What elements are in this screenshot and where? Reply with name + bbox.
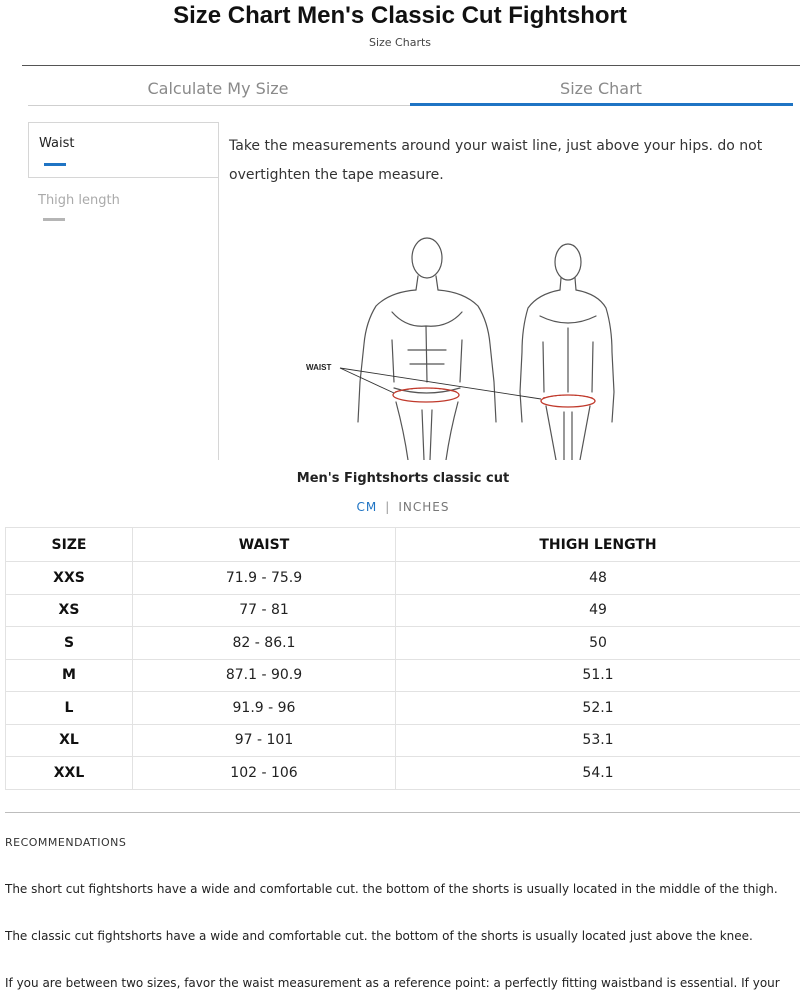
column-header-size: SIZE xyxy=(6,528,133,562)
size-cell: XXL xyxy=(6,757,133,790)
section-divider xyxy=(5,812,800,813)
breadcrumb[interactable]: Size Charts xyxy=(368,36,432,49)
waist-cell: 102 - 106 xyxy=(133,757,396,790)
thigh-cell: 51.1 xyxy=(396,659,800,692)
thigh-cell: 48 xyxy=(396,562,800,595)
thigh-cell: 50 xyxy=(396,627,800,660)
waist-label: WAIST xyxy=(306,363,332,372)
thigh-cell: 52.1 xyxy=(396,692,800,725)
table-row xyxy=(6,724,800,757)
table-row xyxy=(6,659,800,692)
waist-cell: 91.9 - 96 xyxy=(133,692,396,725)
thigh-cell: 53.1 xyxy=(396,724,800,757)
column-header-thigh-length: THIGH LENGTH xyxy=(396,528,800,562)
page-title: Size Chart Men's Classic Cut Fightshort xyxy=(173,2,627,29)
waist-cell: 77 - 81 xyxy=(133,594,396,627)
measurement-item-label: Waist xyxy=(39,136,75,151)
waist-cell: 71.9 - 75.9 xyxy=(133,562,396,595)
inactive-indicator xyxy=(43,218,65,221)
tab-calculate-my-size[interactable]: Calculate My Size xyxy=(147,79,289,98)
recommendation-paragraph: The classic cut fightshorts have a wide and comfortable cut. the bottom of the shorts is usually located just above the knee. xyxy=(5,929,753,943)
table-row xyxy=(6,594,800,627)
table-row xyxy=(6,692,800,725)
unit-inches-toggle[interactable]: INCHES xyxy=(398,500,450,514)
recommendation-paragraph: If you are between two sizes, favor the waist measurement as a reference point: a perfectly fitting waistband is essential. If your xyxy=(5,976,780,990)
header-divider xyxy=(22,65,800,66)
recommendations-heading: RECOMMENDATIONS xyxy=(5,836,127,849)
table-row xyxy=(6,562,800,595)
size-cell: XL xyxy=(6,724,133,757)
thigh-cell: 49 xyxy=(396,594,800,627)
waist-cell: 82 - 86.1 xyxy=(133,627,396,660)
table-title: Men's Fightshorts classic cut xyxy=(296,471,510,486)
tab-active-indicator xyxy=(410,103,793,106)
waist-cell: 87.1 - 90.9 xyxy=(133,659,396,692)
unit-switch xyxy=(0,500,800,514)
size-cell: L xyxy=(6,692,133,725)
size-table xyxy=(5,527,800,790)
measurement-item-waist[interactable] xyxy=(28,122,218,178)
tab-size-chart[interactable]: Size Chart xyxy=(560,79,642,98)
measurement-item-label: Thigh length xyxy=(38,193,120,208)
panel-divider xyxy=(218,122,219,460)
body-measurement-illustration xyxy=(300,232,620,460)
column-header-waist: WAIST xyxy=(133,528,396,562)
measurement-description: Take the measurements around your waist line, just above your hips. do not overtighten the tape measure. xyxy=(229,138,763,183)
measurement-item-thigh-length[interactable] xyxy=(28,188,218,228)
size-cell: S xyxy=(6,627,133,660)
recommendation-paragraph: The short cut fightshorts have a wide and comfortable cut. the bottom of the shorts is usually located in the middle of the thigh. xyxy=(5,882,778,896)
table-row xyxy=(6,757,800,790)
waist-cell: 97 - 101 xyxy=(133,724,396,757)
table-row xyxy=(6,627,800,660)
table-header-row xyxy=(6,528,800,562)
measurement-menu xyxy=(28,122,218,460)
size-cell: XXS xyxy=(6,562,133,595)
tab-underline xyxy=(28,105,410,106)
size-cell: M xyxy=(6,659,133,692)
size-cell: XS xyxy=(6,594,133,627)
unit-separator: | xyxy=(385,500,391,514)
unit-cm-toggle[interactable]: CM xyxy=(356,500,378,514)
active-indicator xyxy=(44,163,66,166)
thigh-cell: 54.1 xyxy=(396,757,800,790)
